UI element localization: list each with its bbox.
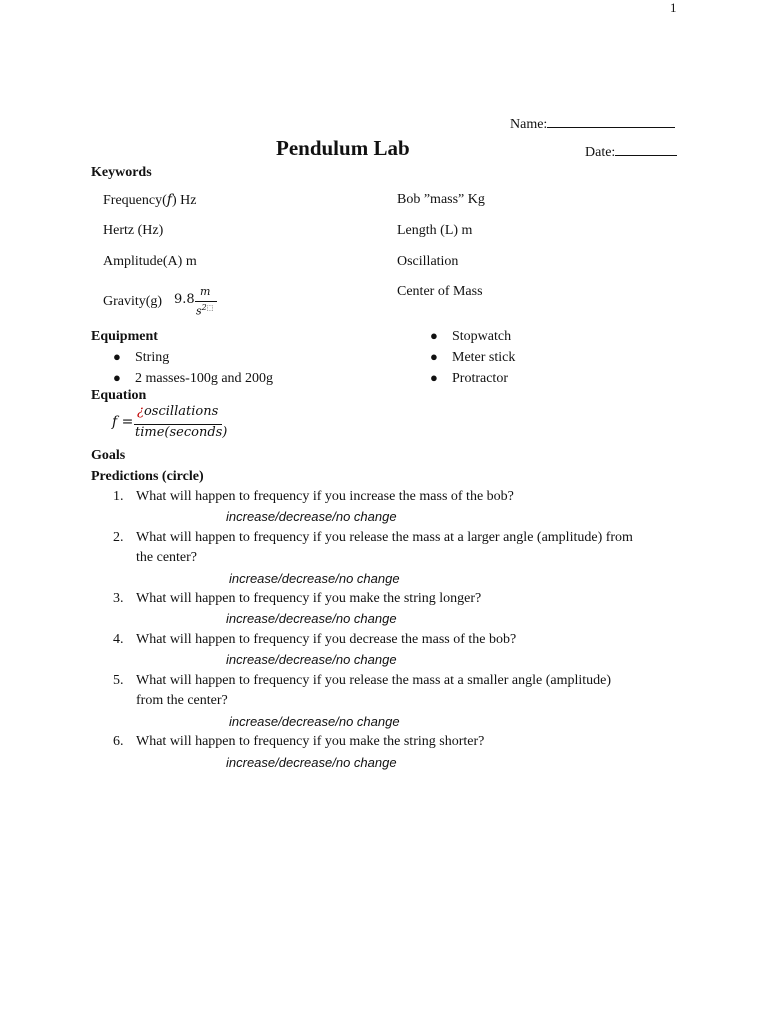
prediction-answer-options[interactable]: increase/decrease/no change: [226, 652, 397, 667]
keywords-heading: Keywords: [91, 165, 152, 180]
prediction-number: 4.: [113, 632, 124, 647]
prediction-question: What will happen to frequency if you release the mass at a larger angle (amplitude) from: [136, 530, 633, 545]
prediction-question: What will happen to frequency if you make the string shorter?: [136, 734, 485, 749]
keyword-oscillation: Oscillation: [397, 254, 459, 269]
name-label: Name:: [510, 117, 548, 132]
equation-numerator: ¿oscillations: [137, 404, 219, 419]
keyword-hertz: Hertz (Hz): [103, 223, 164, 238]
name-blank[interactable]: [547, 114, 675, 128]
prediction-question: What will happen to frequency if you decrease the mass of the bob?: [136, 632, 517, 647]
prediction-question: What will happen to frequency if you make the string longer?: [136, 591, 482, 606]
prediction-answer-options[interactable]: increase/decrease/no change: [226, 755, 397, 770]
equipment-item-meter-stick: Meter stick: [452, 350, 516, 365]
prediction-question: What will happen to frequency if you increase the mass of the bob?: [136, 489, 514, 504]
bullet-icon: ●: [430, 370, 438, 385]
prediction-answer-options[interactable]: increase/decrease/no change: [226, 509, 397, 524]
equipment-item-masses: 2 masses-100g and 200g: [135, 371, 274, 386]
keyword-length: Length (L) m: [397, 223, 473, 238]
prediction-answer-options[interactable]: increase/decrease/no change: [226, 611, 397, 626]
gravity-value: 9.8: [174, 292, 195, 307]
prediction-question: What will happen to frequency if you release the mass at a smaller angle (amplitude): [136, 673, 612, 688]
keyword-center-of-mass: Center of Mass: [397, 284, 483, 299]
bullet-icon: ●: [430, 328, 438, 343]
equation-lhs: f =: [112, 414, 134, 430]
prediction-question-cont: from the center?: [136, 693, 228, 708]
equation-heading: Equation: [91, 388, 147, 403]
equipment-item-protractor: Protractor: [452, 371, 508, 386]
keyword-amplitude: Amplitude(A) m: [103, 254, 197, 269]
equation-denominator: time(seconds): [135, 425, 228, 440]
gravity-unit-numerator: m: [200, 285, 211, 298]
date-label: Date:: [585, 145, 616, 160]
prediction-number: 6.: [113, 734, 124, 749]
page-title: Pendulum Lab: [276, 136, 410, 160]
goals-heading: Goals: [91, 448, 126, 463]
prediction-number: 1.: [113, 489, 124, 504]
equipment-heading: Equipment: [91, 329, 158, 344]
gravity-unit-denominator: $s^{2⬚}$: [196, 303, 214, 318]
prediction-number: 2.: [113, 530, 124, 545]
page-number: 1: [670, 0, 677, 15]
keyword-gravity-label: Gravity(g): [103, 294, 163, 309]
bullet-icon: ●: [113, 349, 121, 364]
keyword-bob-mass: Bob ”mass” Kg: [397, 192, 485, 207]
gravity-fraction-bar: [195, 301, 217, 302]
date-blank[interactable]: [615, 142, 677, 156]
keyword-frequency: Frequency(f) Hz: [103, 192, 197, 208]
predictions-heading: Predictions (circle): [91, 469, 204, 484]
bullet-icon: ●: [430, 349, 438, 364]
equipment-item-stopwatch: Stopwatch: [452, 329, 512, 344]
name-field[interactable]: [510, 114, 675, 133]
prediction-number: 5.: [113, 673, 124, 688]
bullet-icon: ●: [113, 370, 121, 385]
equipment-item-string: String: [135, 350, 170, 365]
date-field[interactable]: [585, 142, 677, 161]
prediction-question-cont: the center?: [136, 550, 198, 565]
prediction-answer-options[interactable]: increase/decrease/no change: [229, 571, 400, 586]
prediction-number: 3.: [113, 591, 124, 606]
prediction-answer-options[interactable]: increase/decrease/no change: [229, 714, 400, 729]
